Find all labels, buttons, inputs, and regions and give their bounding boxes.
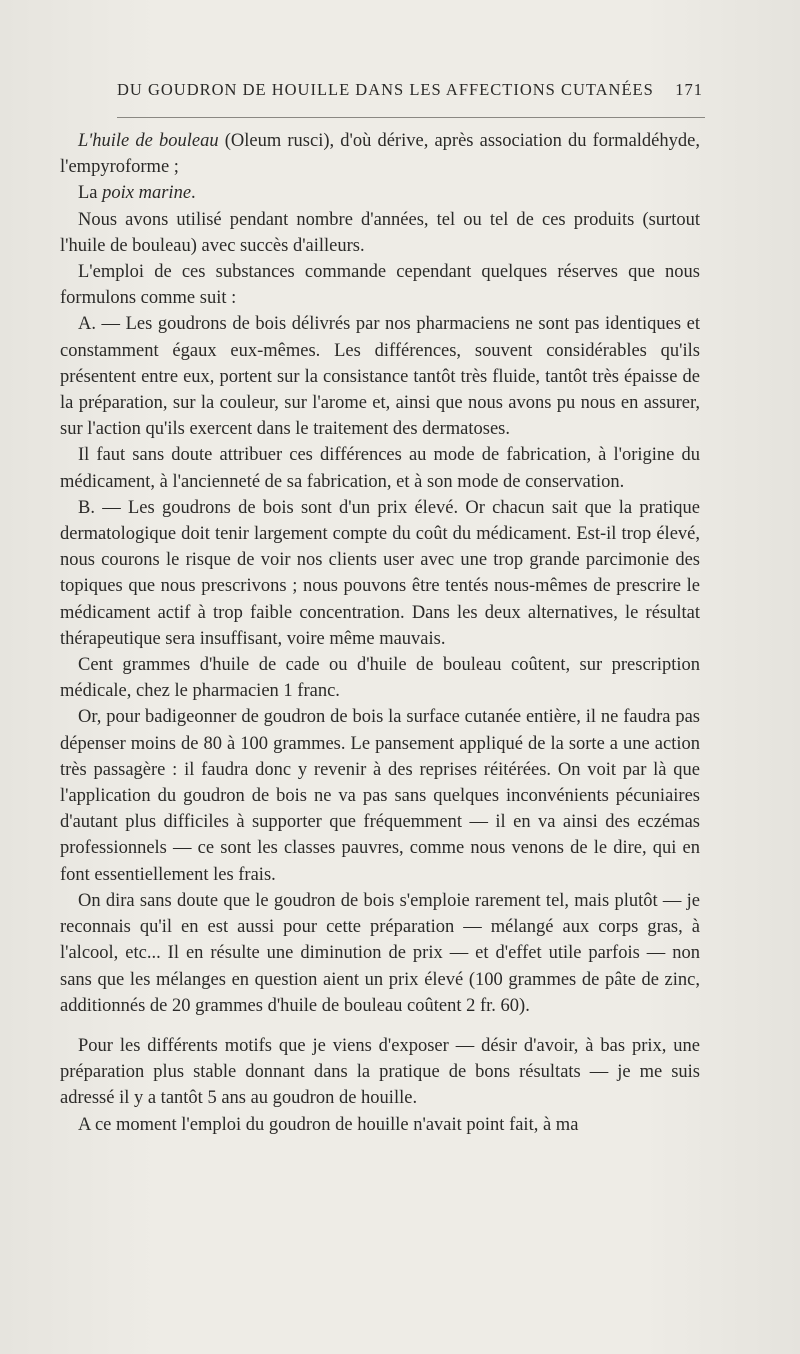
header-rule <box>117 117 705 118</box>
paragraph-point-a: A. — Les goudrons de bois délivrés par nos pharmaciens ne sont pas identiques et constamment égaux eux-mêmes. Les différences, souvent considérables qu'ils présentent entre eux, portent sur la consistance tantôt très fluide, tantôt très épaisse de la préparation, sur la couleur, sur l'arome et, ainsi que nous avons pu nous en assurer, sur l'action qu'ils exercent dans le traitement des dermatoses. <box>60 314 700 440</box>
running-header <box>117 80 705 108</box>
paragraph: On dira sans doute que le goudron de bois s'emploie rarement tel, mais plutôt — je reconnais qu'il en est aussi pour cette préparation — mélangé aux corps gras, à l'alcool, etc... Il en résulte une diminution de prix — et d'effet utile parfois — non sans que les mélanges en question aient un prix élevé (100 grammes de pâte de zinc, additionnés de 20 grammes d'huile de bouleau coûtent 2 fr. 60). <box>60 890 700 1016</box>
paragraph: A ce moment l'emploi du goudron de houille n'avait point fait, à ma <box>78 1114 579 1135</box>
paragraph-poix-marine: La poix marine. <box>78 183 196 204</box>
paragraph: Pour les différents motifs que je viens d'exposer — désir d'avoir, à bas prix, une préparation plus stable donnant dans la pratique de bons résultats — je me suis adressé il y a tantôt 5 ans au goudron de houille. <box>60 1035 700 1109</box>
paragraph: Il faut sans doute attribuer ces différences au mode de fabrication, à l'origine du médicament, à l'ancienneté de sa fabrication, et à son mode de conservation. <box>60 445 700 492</box>
paragraph: Or, pour badigeonner de goudron de bois la surface cutanée entière, il ne faudra pas dépenser moins de 80 à 100 grammes. Le pansement appliqué de la sorte a une action très passagère : il faudra donc y revenir à des reprises réitérées. On voit par là que l'application du goudron de bois ne va pas sans quelques inconvénients pécuniaires d'autant plus difficiles à supporter que fréquemment — il en va ainsi des eczémas professionnels — ce sont les classes pauvres, comme nous venons de le dire, qui en font essentiellement les frais. <box>60 707 700 885</box>
running-title: DU GOUDRON DE HOUILLE DANS LES AFFECTIONS CUTANÉES <box>117 80 654 99</box>
paragraph: L'emploi de ces substances commande cependant quelques réserves que nous formulons comme suit : <box>60 262 700 309</box>
paragraph-huile-de-bouleau: L'huile de bouleau (Oleum rusci), d'où dérive, après association du formaldéhyde, l'empyroforme ; <box>60 131 700 178</box>
page-number: 171 <box>675 80 703 99</box>
paragraph-point-b: B. — Les goudrons de bois sont d'un prix élevé. Or chacun sait que la pratique dermatologique doit tenir largement compte du coût du médicament. Est-il trop élevé, nous courons le risque de voir nos clients user avec une trop grande parcimonie des topiques que nous prescrivons ; nous pouvons être tentés nous-mêmes de prescrire le médicament actif à trop faible concentration. Dans les deux alternatives, le résultat thérapeutique sera insuffisant, voire même mauvais. <box>60 497 700 649</box>
paragraph: Cent grammes d'huile de cade ou d'huile de bouleau coûtent, sur prescription médicale, chez le pharmacien 1 franc. <box>60 655 700 702</box>
paragraph: Nous avons utilisé pendant nombre d'années, tel ou tel de ces produits (surtout l'huile de bouleau) avec succès d'ailleurs. <box>60 209 700 256</box>
body-text <box>60 128 700 1138</box>
italic-term: poix marine <box>102 183 192 204</box>
italic-term: L'huile de bouleau <box>78 131 219 151</box>
